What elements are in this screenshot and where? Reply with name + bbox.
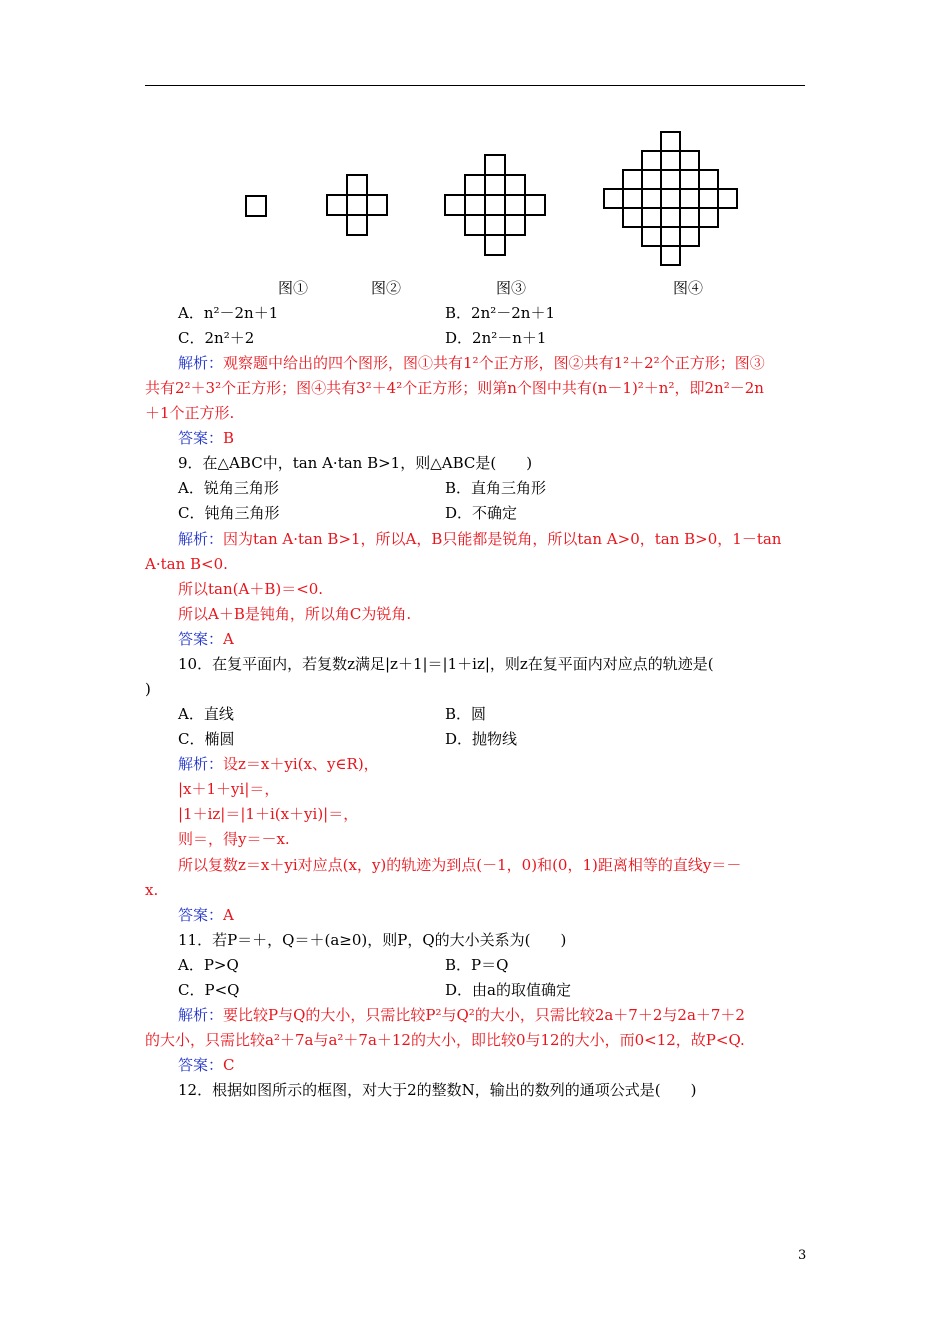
figure-caption-1: 图①: [278, 279, 309, 297]
figure-caption-3: 图③: [496, 279, 527, 297]
q9-stem: 9．在△ABC中，tan A·tan B>1，则△ABC是( ): [178, 454, 533, 472]
q9-option-d: D．不确定: [445, 504, 518, 522]
q11-option-d: D．由a的取值确定: [445, 981, 571, 999]
q9-analysis-line-2: A·tan B<0.: [145, 555, 228, 573]
q8-analysis-line-1: 解析：观察题中给出的四个图形，图①共有1²个正方形，图②共有1²＋2²个正方形；图③: [178, 354, 765, 372]
q10-analysis-line-2: |x＋1＋yi|＝，: [178, 780, 280, 798]
figure-caption-2: 图②: [371, 279, 402, 297]
q11-stem: 11．若P＝＋，Q＝＋(a≥0)，则P，Q的大小关系为( ): [178, 931, 567, 949]
q8-analysis-line-2: 共有2²＋3²个正方形；图④共有3²＋4²个正方形；则第n个图中共有(n－1)²＋n²，即2n²－2n: [145, 379, 764, 397]
q10-stem-line-2: ): [145, 680, 151, 698]
q9-answer: 答案：A: [178, 630, 234, 648]
q11-analysis-line-1: 解析：要比较P与Q的大小，只需比较P²与Q²的大小，只需比较2a＋7＋2与2a＋7＋2: [178, 1006, 745, 1024]
q11-option-c: C．P<Q: [178, 981, 240, 999]
q9-option-b: B．直角三角形: [445, 479, 547, 497]
q11-analysis-line-2: 的大小，只需比较a²＋7a与a²＋7a＋12的大小，即比较0与12的大小，而0<12，故P<Q.: [145, 1031, 745, 1049]
q8-analysis-line-3: ＋1个正方形.: [145, 404, 235, 422]
figure-2: [327, 175, 387, 235]
q9-analysis-line-1: 解析：因为tan A·tan B>1，所以A，B只能都是锐角，所以tan A>0，tan B>0，1－tan: [178, 530, 782, 548]
q8-option-d: D．2n²－n＋1: [445, 329, 547, 347]
figure-1: [246, 196, 266, 216]
q10-analysis-line-1: 解析：设z＝x＋yi(x、y∈R)，: [178, 755, 379, 773]
q10-option-a: A．直线: [178, 705, 234, 723]
q8-option-b: B．2n²－2n＋1: [445, 304, 555, 322]
figure-caption-4: 图④: [673, 279, 704, 297]
figure-3: [445, 155, 545, 255]
square-pattern-figures: [0, 120, 950, 280]
header-rule: [145, 85, 805, 86]
q9-analysis-line-4: 所以A＋B是钝角，所以角C为锐角.: [178, 605, 412, 623]
q10-stem-line-1: 10．在复平面内，若复数z满足|z＋1|＝|1＋iz|，则z在复平面内对应点的轨迹是(: [178, 655, 714, 673]
q11-answer: 答案：C: [178, 1056, 235, 1074]
q11-option-b: B．P＝Q: [445, 956, 509, 974]
q9-analysis-line-3: 所以tan(A＋B)＝<0.: [178, 580, 324, 598]
page-number: 3: [798, 1248, 807, 1263]
q10-option-d: D．抛物线: [445, 730, 518, 748]
q10-analysis-line-3: |1＋iz|＝|1＋i(x＋yi)|＝，: [178, 805, 359, 823]
q8-option-a: A．n²－2n＋1: [178, 304, 279, 322]
q12-stem: 12．根据如图所示的框图，对大于2的整数N，输出的数列的通项公式是( ): [178, 1081, 697, 1099]
q10-option-c: C．椭圆: [178, 730, 235, 748]
q10-analysis-line-5: 所以复数z＝x＋yi对应点(x，y)的轨迹为到点(－1，0)和(0，1)距离相等的直线y＝－: [178, 856, 742, 874]
q10-analysis-line-6: x.: [145, 881, 159, 899]
figure-4: [604, 132, 737, 265]
q11-option-a: A．P>Q: [178, 956, 239, 974]
q8-option-c: C．2n²＋2: [178, 329, 255, 347]
q10-analysis-line-4: 则＝，得y＝－x.: [178, 830, 290, 848]
q8-answer: 答案：B: [178, 429, 235, 447]
q9-option-c: C．钝角三角形: [178, 504, 280, 522]
q9-option-a: A．锐角三角形: [178, 479, 279, 497]
q10-answer: 答案：A: [178, 906, 234, 924]
q10-option-b: B．圆: [445, 705, 487, 723]
